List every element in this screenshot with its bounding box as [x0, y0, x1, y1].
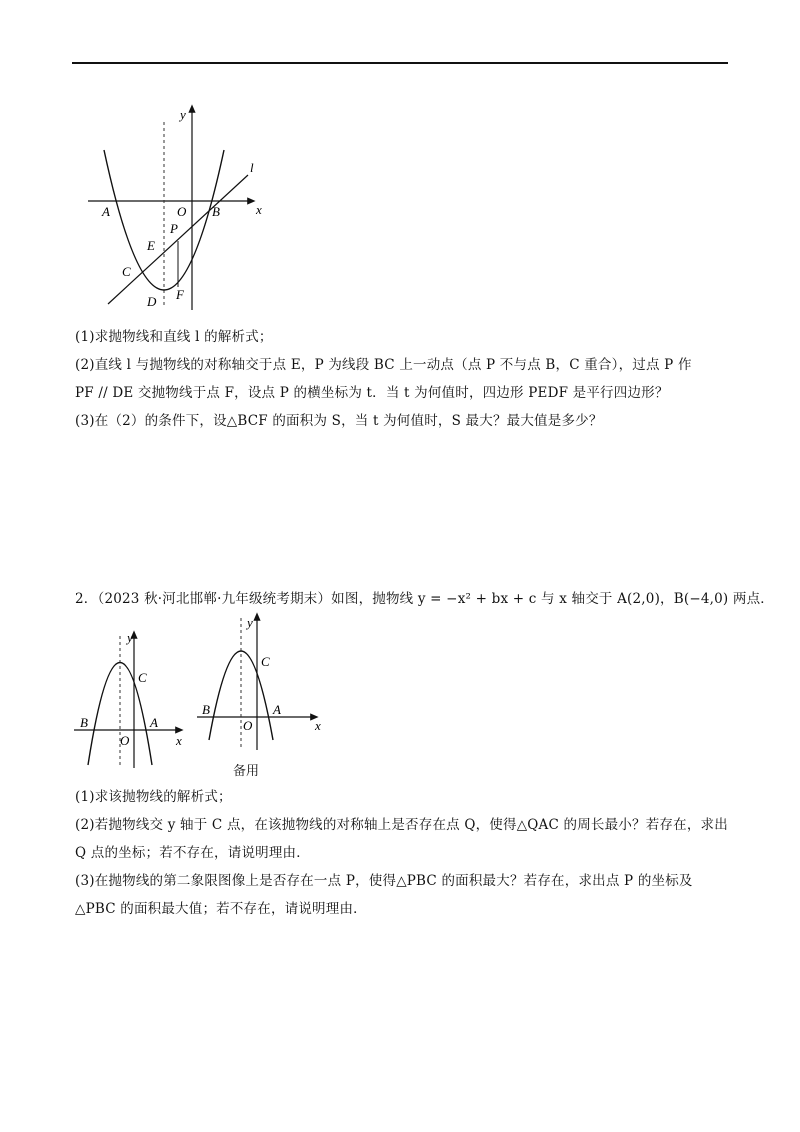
label-x: x: [176, 733, 182, 748]
q1-part1: (1)求抛物线和直线 l 的解析式；: [75, 329, 273, 345]
label-E: E: [147, 238, 155, 253]
q2-part2: (2)若抛物线交 y 轴于 C 点，在该抛物线的对称轴上是否存在点 Q，使得△QAC 的周长最小？若存在，求出: [75, 817, 728, 833]
q1-part2-cont: PF // DE 交抛物线于点 F，设点 P 的横坐标为 t．当 t 为何值时，四边形 PEDF 是平行四边形？: [75, 385, 669, 401]
q2-part3-cont: △PBC 的面积最大值；若不存在，请说明理由．: [75, 901, 367, 917]
label-D: D: [147, 294, 157, 309]
label-O: O: [177, 204, 187, 219]
label-y: y: [127, 630, 133, 645]
label-P: P: [170, 221, 178, 236]
figure-parabola-line: [80, 100, 280, 315]
label-O: O: [120, 733, 130, 748]
label-l: l: [250, 160, 254, 175]
label-A: A: [102, 204, 110, 219]
label-C: C: [261, 654, 270, 669]
header-rule: [72, 62, 728, 64]
label-x: x: [315, 718, 321, 733]
figure-caption: 备用: [233, 764, 260, 779]
label-C: C: [138, 670, 147, 685]
figure-parabola-2b: [195, 612, 330, 752]
label-O: O: [243, 718, 253, 733]
label-y: y: [247, 615, 253, 630]
label-B: B: [80, 715, 88, 730]
label-A: A: [273, 702, 281, 717]
q2-part2-cont: Q 点的坐标；若不存在，请说明理由．: [75, 845, 310, 861]
label-B: B: [212, 204, 220, 219]
label-F: F: [176, 287, 184, 302]
q1-part2: (2)直线 l 与抛物线的对称轴交于点 E，P 为线段 BC 上一动点（点 P 不与点 B，C 重合），过点 P 作: [75, 357, 692, 373]
label-A: A: [150, 715, 158, 730]
q2-part1: (1)求该抛物线的解析式；: [75, 789, 232, 805]
figure-parabola-2a: [72, 630, 197, 770]
q2-stem: 2．（2023 秋·河北邯郸·九年级统考期末）如图，抛物线 y = −x² + bx + c 与 x 轴交于 A(2,0)，B(−4,0) 两点．: [75, 591, 774, 607]
q2-part3: (3)在抛物线的第二象限图像上是否存在一点 P，使得△PBC 的面积最大？若存在，求出点 P 的坐标及: [75, 873, 693, 889]
label-y: y: [180, 107, 186, 122]
label-x: x: [256, 202, 262, 217]
label-B: B: [202, 702, 210, 717]
label-C: C: [122, 264, 131, 279]
q1-part3: (3)在（2）的条件下，设△BCF 的面积为 S，当 t 为何值时，S 最大？最大值是多少？: [75, 413, 603, 429]
